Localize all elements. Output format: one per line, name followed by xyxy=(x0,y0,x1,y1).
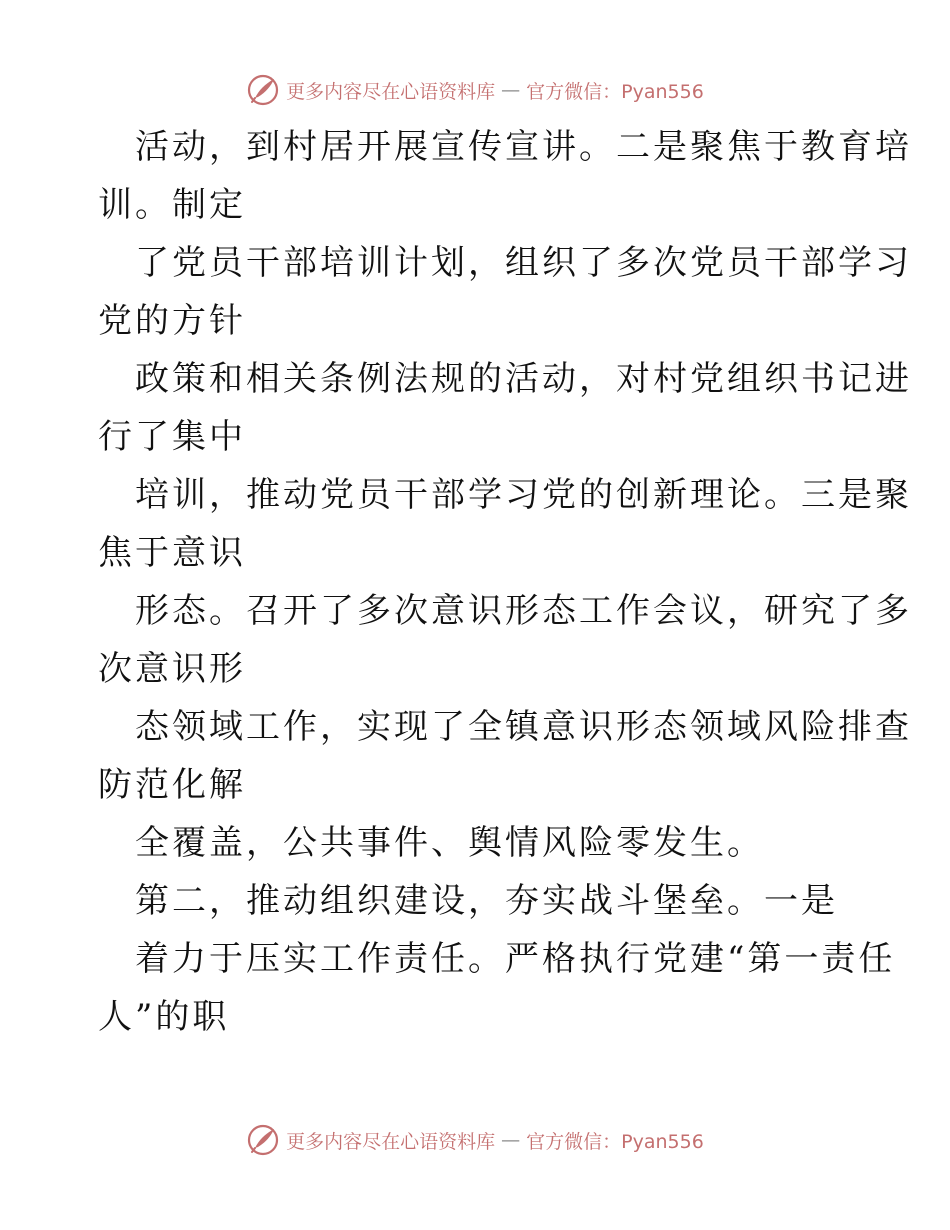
paragraph xyxy=(98,698,912,814)
paragraph xyxy=(98,234,912,350)
document-body xyxy=(98,118,912,1046)
paragraph-line: 态领域工作，实现了全镇意识形态领域风险排查 xyxy=(135,707,912,747)
paragraph-line: 训。制定 xyxy=(98,185,246,225)
paragraph xyxy=(98,350,912,466)
footer-watermark xyxy=(0,1120,950,1160)
paragraph-line: 焦于意识 xyxy=(98,533,246,573)
paragraph xyxy=(98,582,912,698)
paragraph xyxy=(98,930,896,1046)
paragraph-line: 行了集中 xyxy=(98,417,246,457)
quill-logo-icon xyxy=(246,1123,280,1157)
paragraph-line: 形态。召开了多次意识形态工作会议，研究了多 xyxy=(135,591,912,631)
paragraph-line: 全覆盖，公共事件、舆情风险零发生。 xyxy=(135,823,764,863)
paragraph xyxy=(98,466,912,582)
watermark-brand: 更多内容尽在心语资料库 xyxy=(286,1130,496,1153)
paragraph-line: 第二，推动组织建设，夯实战斗堡垒。一是 xyxy=(135,881,838,921)
watermark-contact: 官方微信：Pyan556 xyxy=(526,1130,704,1153)
paragraph-line: 次意识形 xyxy=(98,649,246,689)
paragraph-line: 党的方针 xyxy=(98,301,246,341)
paragraph-line: 了党员干部培训计划，组织了多次党员干部学习 xyxy=(135,243,912,283)
paragraph xyxy=(98,118,912,234)
quill-logo-icon xyxy=(246,73,280,107)
paragraph-line: 政策和相关条例法规的活动，对村党组织书记进 xyxy=(135,359,912,399)
paragraph xyxy=(98,872,858,930)
watermark-separator: — xyxy=(501,79,521,101)
watermark-separator: — xyxy=(501,1129,521,1151)
paragraph-line: 着力于压实工作责任。严格执行党建“第一责任 xyxy=(135,939,896,979)
paragraph-line: 人”的职 xyxy=(98,997,230,1037)
header-watermark xyxy=(0,70,950,110)
watermark-contact: 官方微信：Pyan556 xyxy=(526,80,704,103)
paragraph-line: 防范化解 xyxy=(98,765,246,805)
paragraph-line: 活动，到村居开展宣传宣讲。二是聚焦于教育培 xyxy=(135,127,912,167)
paragraph xyxy=(98,814,858,872)
paragraph-line: 培训，推动党员干部学习党的创新理论。三是聚 xyxy=(135,475,912,515)
watermark-brand: 更多内容尽在心语资料库 xyxy=(286,80,496,103)
